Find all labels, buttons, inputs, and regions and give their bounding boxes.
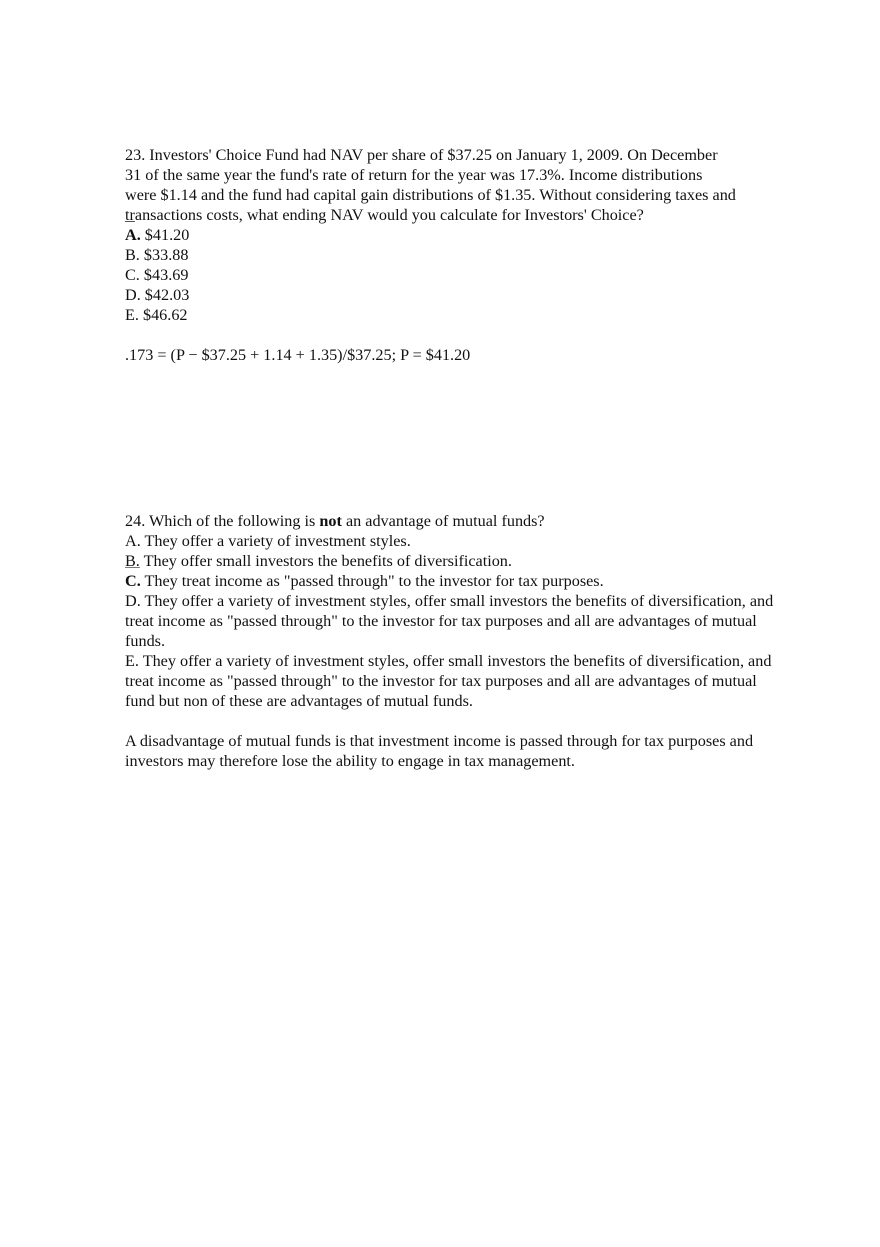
question-23-option-d [125,285,785,305]
option-letter: B. [125,552,140,570]
option-letter: C. [125,572,141,590]
question-23-stem-line-1: 23. Investors' Choice Fund had NAV per share of $37.25 on January 1, 2009. On December [125,146,718,164]
question-23-explanation: .173 = (P − $37.25 + 1.14 + 1.35)/$37.25; P = $41.20 [125,346,471,364]
question-24-stem-emphasis: not [319,512,342,530]
question-23-stem [125,145,785,225]
question-23-option-e [125,305,785,325]
question-24-option-a [125,531,785,551]
question-23-options [125,225,785,325]
question-24-option-e [125,651,785,711]
question-24-stem-end: an advantage of mutual funds? [341,512,545,530]
option-text: They offer a variety of investment styles, offer small investors the benefits of diversification, and treat income as "passed through" to the investor for tax purposes and all are advantages of mutual funds. [125,592,774,650]
option-text: $41.20 [140,226,190,244]
question-24 [125,511,785,771]
question-gap [125,365,785,511]
option-letter: A. [125,532,141,550]
option-letter: B. [125,246,140,264]
question-24-stem [125,511,785,531]
question-24-option-b [125,551,785,571]
option-letter: D. [125,286,141,304]
option-text: They offer a variety of investment styles, offer small investors the benefits of diversification, and treat income as "passed through" to the investor for tax purposes and all are advantages of mutual fund but non of these are advantages of mutual funds. [125,652,772,710]
option-text: $42.03 [140,286,190,304]
question-23-stem-line-4-marked: tr [125,206,135,224]
page-content [125,145,785,771]
option-letter: D. [125,592,141,610]
question-23-stem-line-4 [125,205,785,225]
option-text: $46.62 [138,306,188,324]
option-text: They offer small investors the benefits of diversification. [139,552,512,570]
option-letter: E. [125,306,139,324]
question-23-stem-line-2: 31 of the same year the fund's rate of return for the year was 17.3%. Income distributions [125,166,703,184]
question-23-option-a [125,225,785,245]
option-text: $43.69 [139,266,189,284]
question-23-stem-line-4-rest: ansactions costs, what ending NAV would you calculate for Investors' Choice? [134,206,644,224]
option-text: They treat income as "passed through" to the investor for tax purposes. [140,572,604,590]
option-text: $33.88 [139,246,189,264]
question-24-stem-start: 24. Which of the following is [125,512,320,530]
question-24-options [125,531,785,711]
question-24-option-d [125,591,785,651]
question-23-option-b [125,245,785,265]
option-letter: E. [125,652,139,670]
option-text: They offer a variety of investment styles. [140,532,411,550]
question-23-option-c [125,265,785,285]
question-23 [125,145,785,365]
option-letter: A. [125,226,141,244]
option-letter: C. [125,266,140,284]
question-24-explanation: A disadvantage of mutual funds is that investment income is passed through for tax purposes and investors may therefore lose the ability to engage in tax management. [125,732,754,770]
question-23-stem-line-3: were $1.14 and the fund had capital gain distributions of $1.35. Without considering taxes and [125,186,736,204]
question-24-option-c [125,571,785,591]
